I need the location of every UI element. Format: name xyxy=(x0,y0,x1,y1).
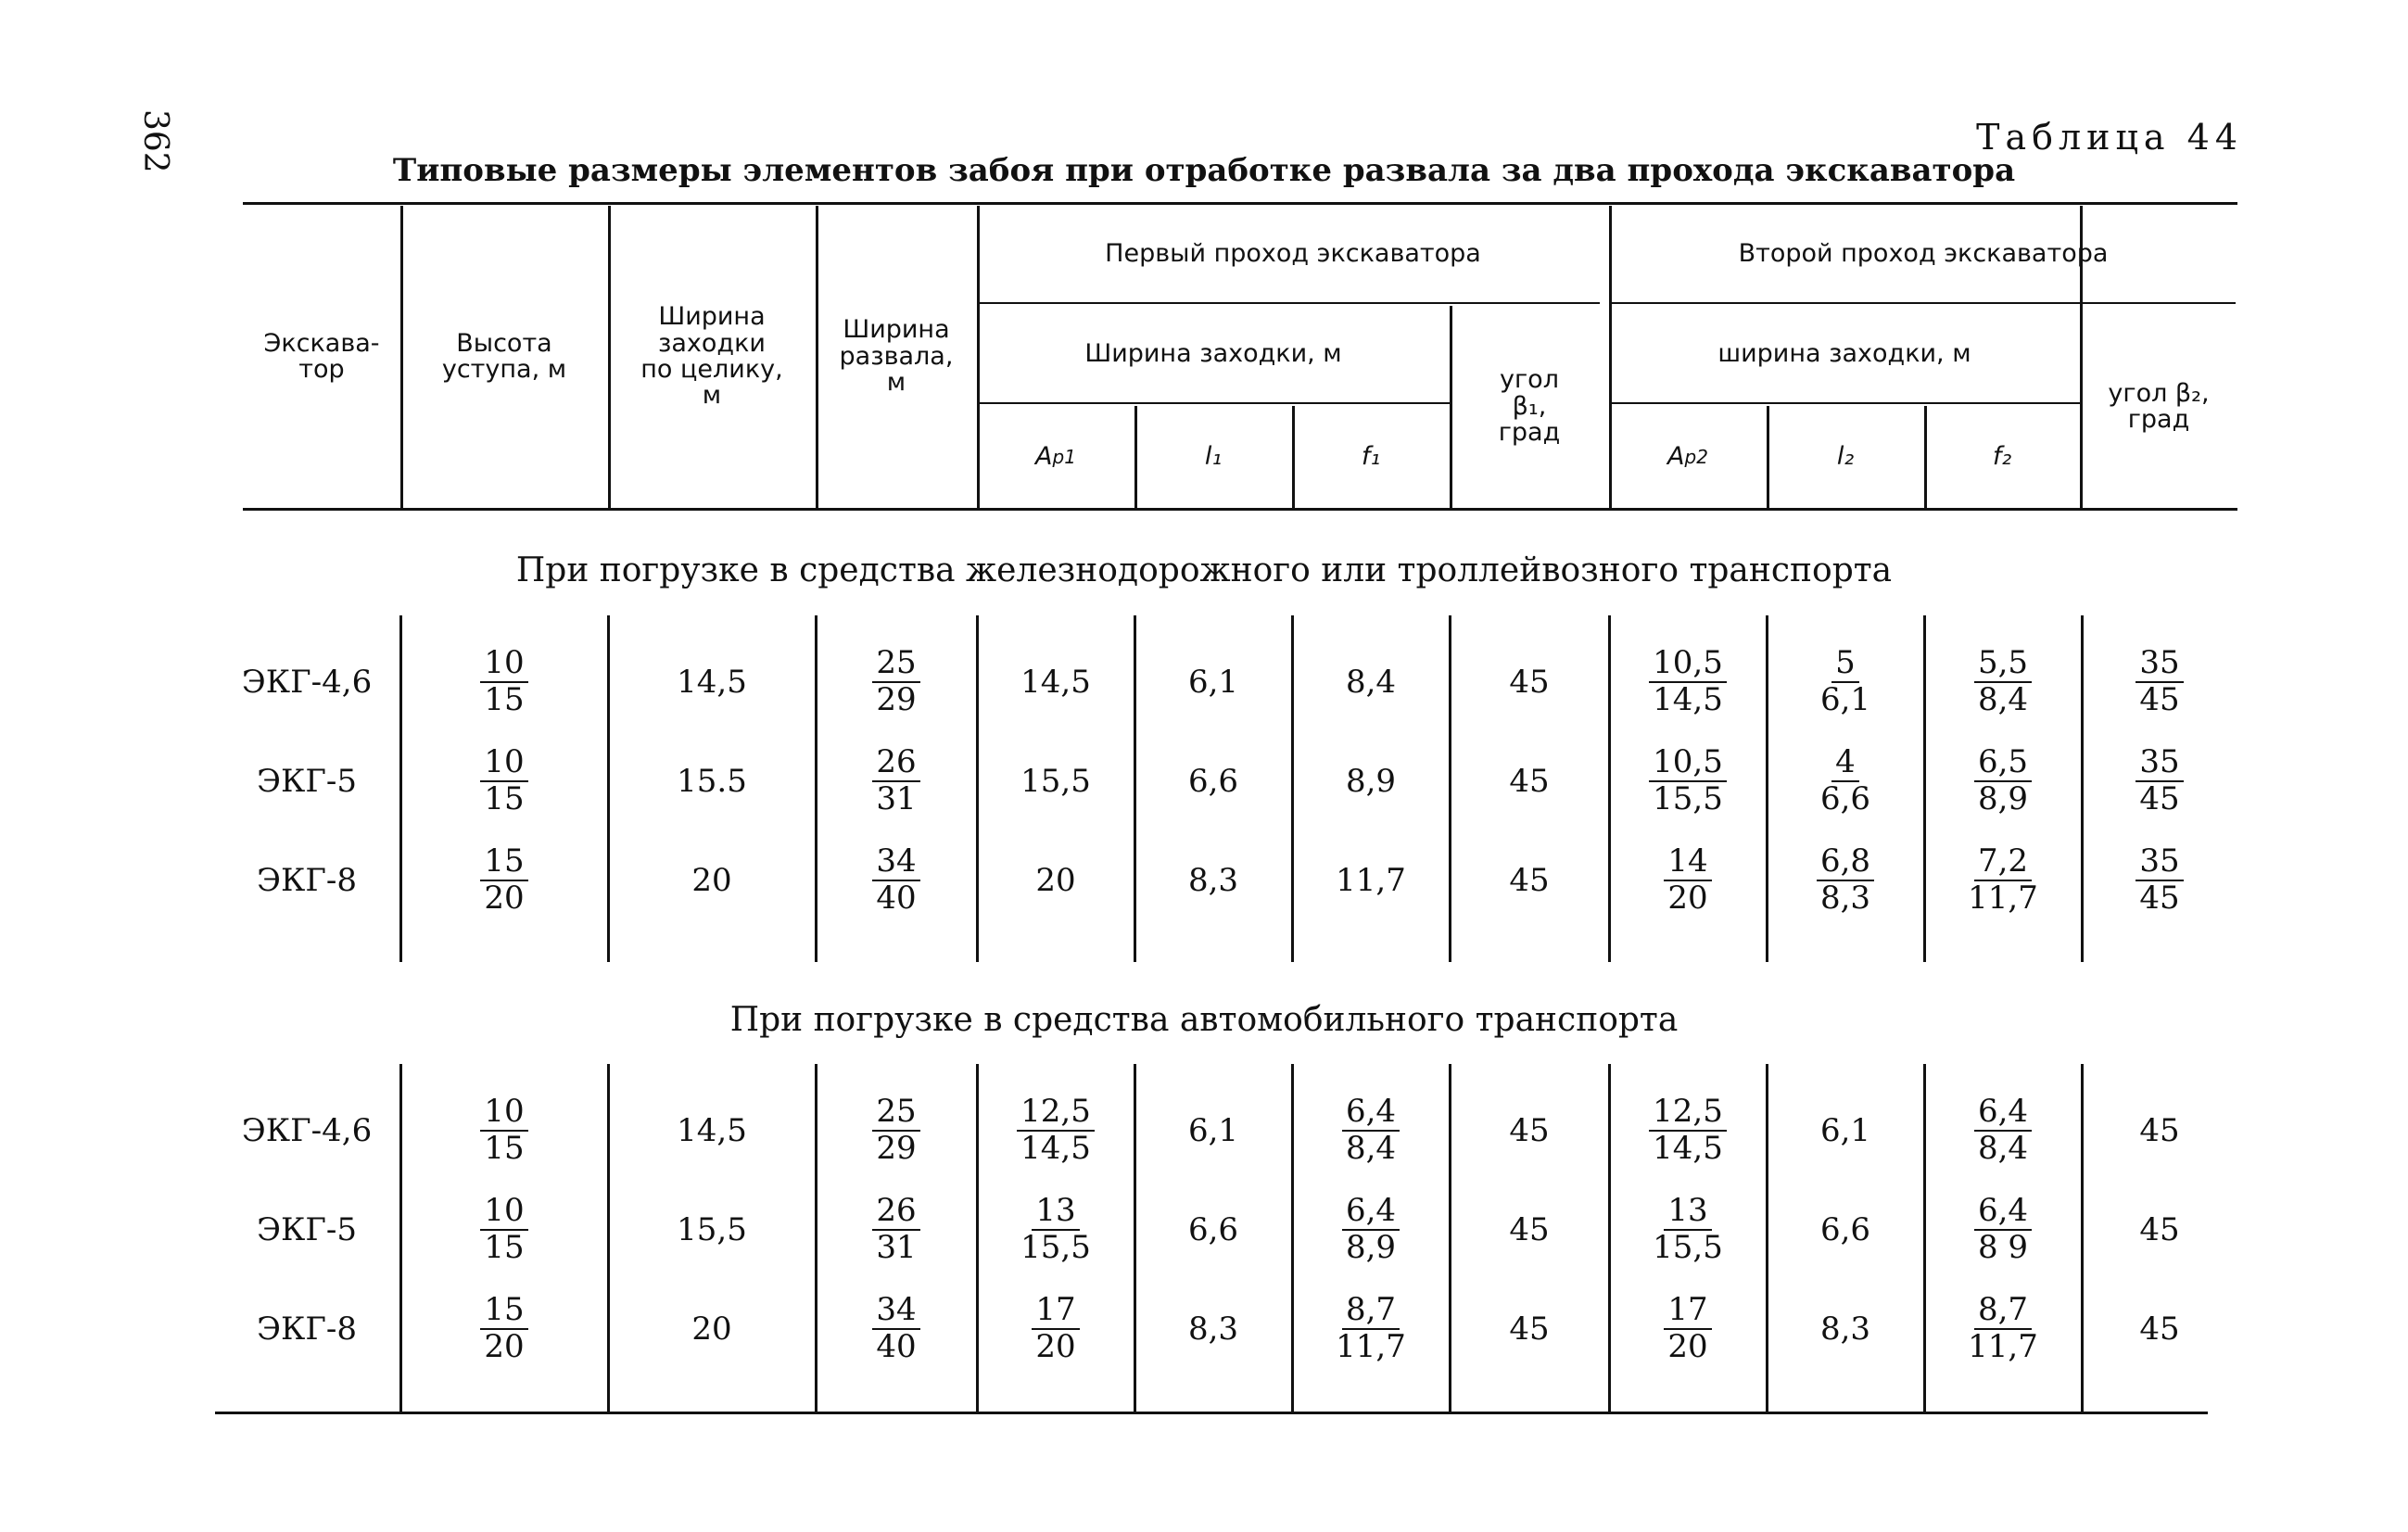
header-angle-beta1: угол β₁, град xyxy=(1498,365,1561,448)
fraction xyxy=(1974,1095,2032,1166)
fraction xyxy=(480,745,527,817)
fraction-numerator: 10 xyxy=(480,745,527,781)
fraction-denominator: 8,9 xyxy=(1345,1228,1397,1266)
table-cell: 45 xyxy=(1509,1310,1550,1348)
table-cell xyxy=(816,731,977,830)
header-f2: f₂ xyxy=(1992,441,2012,471)
fraction-numerator: 25 xyxy=(872,646,919,682)
fraction-denominator: 20 xyxy=(484,879,525,917)
fraction-numerator: 8,7 xyxy=(1974,1293,2032,1329)
fraction-denominator: 20 xyxy=(484,1327,525,1365)
fraction xyxy=(1017,1095,1095,1166)
fraction-denominator: 8,4 xyxy=(1977,680,2029,718)
fraction xyxy=(2136,745,2183,817)
fraction xyxy=(2136,844,2183,916)
table-title: Типовые размеры элементов забоя при отработке развала за два прохода экскаватора xyxy=(392,152,2016,189)
table-cell: 8,9 xyxy=(1345,762,1397,800)
header-first-pass: Первый проход экскаватора xyxy=(1105,238,1481,268)
fraction-denominator: 29 xyxy=(876,680,917,718)
fraction-numerator: 6,4 xyxy=(1342,1095,1400,1131)
fraction-denominator: 20 xyxy=(1667,1327,1708,1365)
table-cell xyxy=(400,1279,608,1378)
header-second-pass: Второй проход экскаватора xyxy=(1738,238,2109,268)
fraction xyxy=(1817,745,1874,817)
fraction-denominator: 15 xyxy=(484,1228,525,1266)
fraction-numerator: 35 xyxy=(2136,646,2183,682)
fraction xyxy=(1332,1293,1410,1364)
excavator-name: ЭКГ-4,6 xyxy=(241,1111,373,1149)
table-cell xyxy=(1609,1279,1767,1378)
header-second-cut-width: ширина заходки, м xyxy=(1717,338,1971,368)
fraction-denominator: 8,3 xyxy=(1819,879,1871,917)
table-cell: 6,1 xyxy=(1187,1111,1239,1149)
header-f1: f₁ xyxy=(1361,441,1381,471)
fraction xyxy=(872,646,919,717)
fraction-denominator: 15 xyxy=(484,680,525,718)
fraction-numerator: 13 xyxy=(1032,1194,1079,1230)
fraction-numerator: 14 xyxy=(1664,844,1711,880)
fraction-denominator: 8,4 xyxy=(1977,1129,2029,1167)
table-cell: 20 xyxy=(691,861,732,899)
table-cell xyxy=(816,1180,977,1279)
table-cell xyxy=(816,632,977,731)
excavator-name: ЭКГ-8 xyxy=(257,1310,357,1348)
fraction-numerator: 5 xyxy=(1831,646,1859,682)
fraction xyxy=(872,1095,919,1166)
fraction xyxy=(1964,844,2042,916)
fraction xyxy=(1017,1194,1095,1265)
fraction xyxy=(480,1095,527,1166)
fraction-denominator: 15,5 xyxy=(1653,779,1723,817)
table-cell xyxy=(1924,1081,2082,1180)
fraction-denominator: 29 xyxy=(876,1129,917,1167)
table-cell xyxy=(400,1081,608,1180)
table-cell xyxy=(1767,632,1924,731)
header-ap1: A p1 xyxy=(1035,441,1076,471)
table-cell xyxy=(816,830,977,930)
fraction-denominator: 15 xyxy=(484,1129,525,1167)
fraction xyxy=(1974,1194,2032,1265)
fraction-denominator: 31 xyxy=(876,779,917,817)
table-cell xyxy=(977,1180,1134,1279)
fraction-denominator: 11,7 xyxy=(1968,879,2038,917)
table-cell xyxy=(1924,1180,2082,1279)
fraction-numerator: 34 xyxy=(872,1293,919,1329)
table-cell: 15.5 xyxy=(677,762,747,800)
header-ap2-subscript: p2 xyxy=(1684,445,1708,468)
fraction-denominator: 14,5 xyxy=(1653,680,1723,718)
fraction-denominator: 14,5 xyxy=(1020,1129,1091,1167)
header-bench-height: Высота уступа, м xyxy=(441,328,567,384)
fraction-numerator: 4 xyxy=(1831,745,1859,781)
fraction xyxy=(480,1194,527,1265)
fraction-numerator: 6,4 xyxy=(1974,1194,2032,1230)
fraction-numerator: 26 xyxy=(872,745,919,781)
table-cell xyxy=(1292,1180,1450,1279)
table-cell: 45 xyxy=(1509,663,1550,701)
header-excavator: Экскава- тор xyxy=(263,328,380,384)
page-number: 362 xyxy=(136,109,174,173)
table-cell xyxy=(1924,1279,2082,1378)
fraction-denominator: 15,5 xyxy=(1653,1228,1723,1266)
table-cell: 8,4 xyxy=(1345,663,1397,701)
fraction-numerator: 26 xyxy=(872,1194,919,1230)
table-cell: 6,1 xyxy=(1819,1111,1871,1149)
table-cell: 8,3 xyxy=(1187,861,1239,899)
table-cell: 11,7 xyxy=(1336,861,1406,899)
table-cell: 45 xyxy=(1509,1111,1550,1149)
table-cell xyxy=(977,1081,1134,1180)
fraction xyxy=(1342,1095,1400,1166)
fraction-denominator: 40 xyxy=(876,1327,917,1365)
table-cell xyxy=(2082,632,2237,731)
fraction-numerator: 15 xyxy=(480,844,527,880)
pass-group-rule-2 xyxy=(1611,302,2236,304)
table-cell xyxy=(1292,1279,1450,1378)
table-cell xyxy=(1924,830,2082,930)
fraction-numerator: 8,7 xyxy=(1342,1293,1400,1329)
table-cell xyxy=(1609,731,1767,830)
pass-group-rule-1 xyxy=(979,302,1600,304)
fraction-numerator: 25 xyxy=(872,1095,919,1131)
table-cell xyxy=(400,830,608,930)
fraction-numerator: 6,4 xyxy=(1342,1194,1400,1230)
table-cell xyxy=(1292,1081,1450,1180)
fraction-denominator: 20 xyxy=(1035,1327,1076,1365)
table-cell: 6,6 xyxy=(1187,762,1239,800)
table-label: Таблица 44 xyxy=(1976,117,2243,158)
fraction-numerator: 6,5 xyxy=(1974,745,2032,781)
fraction-denominator: 11,7 xyxy=(1968,1327,2038,1365)
fraction xyxy=(1342,1194,1400,1265)
fraction-numerator: 15 xyxy=(480,1293,527,1329)
table-cell xyxy=(1924,731,2082,830)
table-cell: 45 xyxy=(2139,1310,2180,1348)
fraction-numerator: 12,5 xyxy=(1017,1095,1095,1131)
fraction-numerator: 7,2 xyxy=(1974,844,2032,880)
fraction-numerator: 12,5 xyxy=(1649,1095,1727,1131)
table-cell xyxy=(1767,731,1924,830)
header-l1: l₁ xyxy=(1204,441,1223,471)
fraction xyxy=(1649,745,1727,817)
table-cell: 6,6 xyxy=(1187,1210,1239,1248)
table-cell xyxy=(400,1180,608,1279)
cutwidth-rule-1 xyxy=(979,402,1450,404)
fraction-denominator: 15 xyxy=(484,779,525,817)
table-cell xyxy=(2082,830,2237,930)
fraction-numerator: 5,5 xyxy=(1974,646,2032,682)
table-cell: 8,3 xyxy=(1819,1310,1871,1348)
fraction-denominator: 8 9 xyxy=(1977,1228,2029,1266)
fraction xyxy=(1664,844,1711,916)
fraction xyxy=(1649,1095,1727,1166)
fraction xyxy=(480,1293,527,1364)
fraction-numerator: 6,8 xyxy=(1817,844,1874,880)
section-title: При погрузке в средства автомобильного транспорта xyxy=(729,1001,1679,1039)
table-cell xyxy=(1609,830,1767,930)
header-ap1-subscript: p1 xyxy=(1052,445,1076,468)
fraction-denominator: 6,1 xyxy=(1819,680,1871,718)
fraction-numerator: 10 xyxy=(480,1095,527,1131)
table-cell: 45 xyxy=(2139,1111,2180,1149)
table-cell xyxy=(1609,1180,1767,1279)
table-cell xyxy=(2082,731,2237,830)
fraction-numerator: 35 xyxy=(2136,745,2183,781)
fraction xyxy=(872,1293,919,1364)
fraction-numerator: 6,4 xyxy=(1974,1095,2032,1131)
fraction-denominator: 20 xyxy=(1667,879,1708,917)
fraction xyxy=(1649,646,1727,717)
excavator-name: ЭКГ-5 xyxy=(257,1210,357,1248)
header-pile-width: Ширина развала, м xyxy=(839,315,954,398)
fraction xyxy=(1817,646,1874,717)
table-cell xyxy=(1609,1081,1767,1180)
header-bottom-rule xyxy=(243,508,2237,511)
table-cell: 45 xyxy=(1509,861,1550,899)
table-cell: 14,5 xyxy=(1020,663,1091,701)
fraction xyxy=(1817,844,1874,916)
header-cut-width-solid: Ширина заходки по целику, м xyxy=(640,302,783,411)
table-cell: 14,5 xyxy=(677,663,747,701)
table-cell xyxy=(1924,632,2082,731)
table-cell: 20 xyxy=(691,1310,732,1348)
table-cell xyxy=(816,1081,977,1180)
fraction xyxy=(1974,646,2032,717)
excavator-name: ЭКГ-8 xyxy=(257,861,357,899)
header-angle-beta2: угол β₂, град xyxy=(2108,378,2210,434)
fraction xyxy=(872,745,919,817)
table-cell: 8,3 xyxy=(1187,1310,1239,1348)
header-first-cut-width: Ширина заходки, м xyxy=(1084,338,1342,368)
table-bottom-rule xyxy=(215,1412,2208,1414)
fraction xyxy=(480,646,527,717)
table-cell: 15,5 xyxy=(1020,762,1091,800)
cutwidth-rule-2 xyxy=(1611,402,2080,404)
fraction-denominator: 45 xyxy=(2139,680,2180,718)
fraction-numerator: 10,5 xyxy=(1649,646,1727,682)
table-cell xyxy=(816,1279,977,1378)
excavator-name: ЭКГ-4,6 xyxy=(241,663,373,701)
fraction-denominator: 31 xyxy=(876,1228,917,1266)
fraction-denominator: 14,5 xyxy=(1653,1129,1723,1167)
fraction-denominator: 40 xyxy=(876,879,917,917)
table-cell: 6,1 xyxy=(1187,663,1239,701)
section-title: При погрузке в средства железнодорожного или троллейвозного транспорта xyxy=(515,551,1893,589)
fraction-numerator: 17 xyxy=(1032,1293,1079,1329)
table-cell xyxy=(400,731,608,830)
fraction xyxy=(1649,1194,1727,1265)
header-l2: l₂ xyxy=(1836,441,1855,471)
fraction-numerator: 34 xyxy=(872,844,919,880)
excavator-name: ЭКГ-5 xyxy=(257,762,357,800)
fraction xyxy=(872,1194,919,1265)
fraction-denominator: 8,4 xyxy=(1345,1129,1397,1167)
table-cell xyxy=(1767,830,1924,930)
fraction xyxy=(2136,646,2183,717)
fraction xyxy=(1032,1293,1079,1364)
fraction xyxy=(1964,1293,2042,1364)
fraction-denominator: 45 xyxy=(2139,879,2180,917)
table-cell: 20 xyxy=(1035,861,1076,899)
fraction xyxy=(480,844,527,916)
table-cell xyxy=(400,632,608,731)
table-cell: 45 xyxy=(1509,762,1550,800)
fraction xyxy=(1664,1293,1711,1364)
header-top-rule xyxy=(243,202,2237,205)
header-ap2: A p2 xyxy=(1667,441,1708,471)
table-cell xyxy=(1609,632,1767,731)
fraction-denominator: 15,5 xyxy=(1020,1228,1091,1266)
table-cell: 15,5 xyxy=(677,1210,747,1248)
table-cell: 45 xyxy=(2139,1210,2180,1248)
fraction-numerator: 13 xyxy=(1664,1194,1711,1230)
fraction xyxy=(872,844,919,916)
fraction xyxy=(1974,745,2032,817)
table-cell xyxy=(977,1279,1134,1378)
table-cell: 14,5 xyxy=(677,1111,747,1149)
fraction-denominator: 8,9 xyxy=(1977,779,2029,817)
fraction-numerator: 10 xyxy=(480,646,527,682)
fraction-denominator: 11,7 xyxy=(1336,1327,1406,1365)
fraction-denominator: 45 xyxy=(2139,779,2180,817)
fraction-numerator: 10 xyxy=(480,1194,527,1230)
table-cell: 6,6 xyxy=(1819,1210,1871,1248)
fraction-denominator: 6,6 xyxy=(1819,779,1871,817)
fraction-numerator: 17 xyxy=(1664,1293,1711,1329)
fraction-numerator: 10,5 xyxy=(1649,745,1727,781)
table-cell: 45 xyxy=(1509,1210,1550,1248)
fraction-numerator: 35 xyxy=(2136,844,2183,880)
